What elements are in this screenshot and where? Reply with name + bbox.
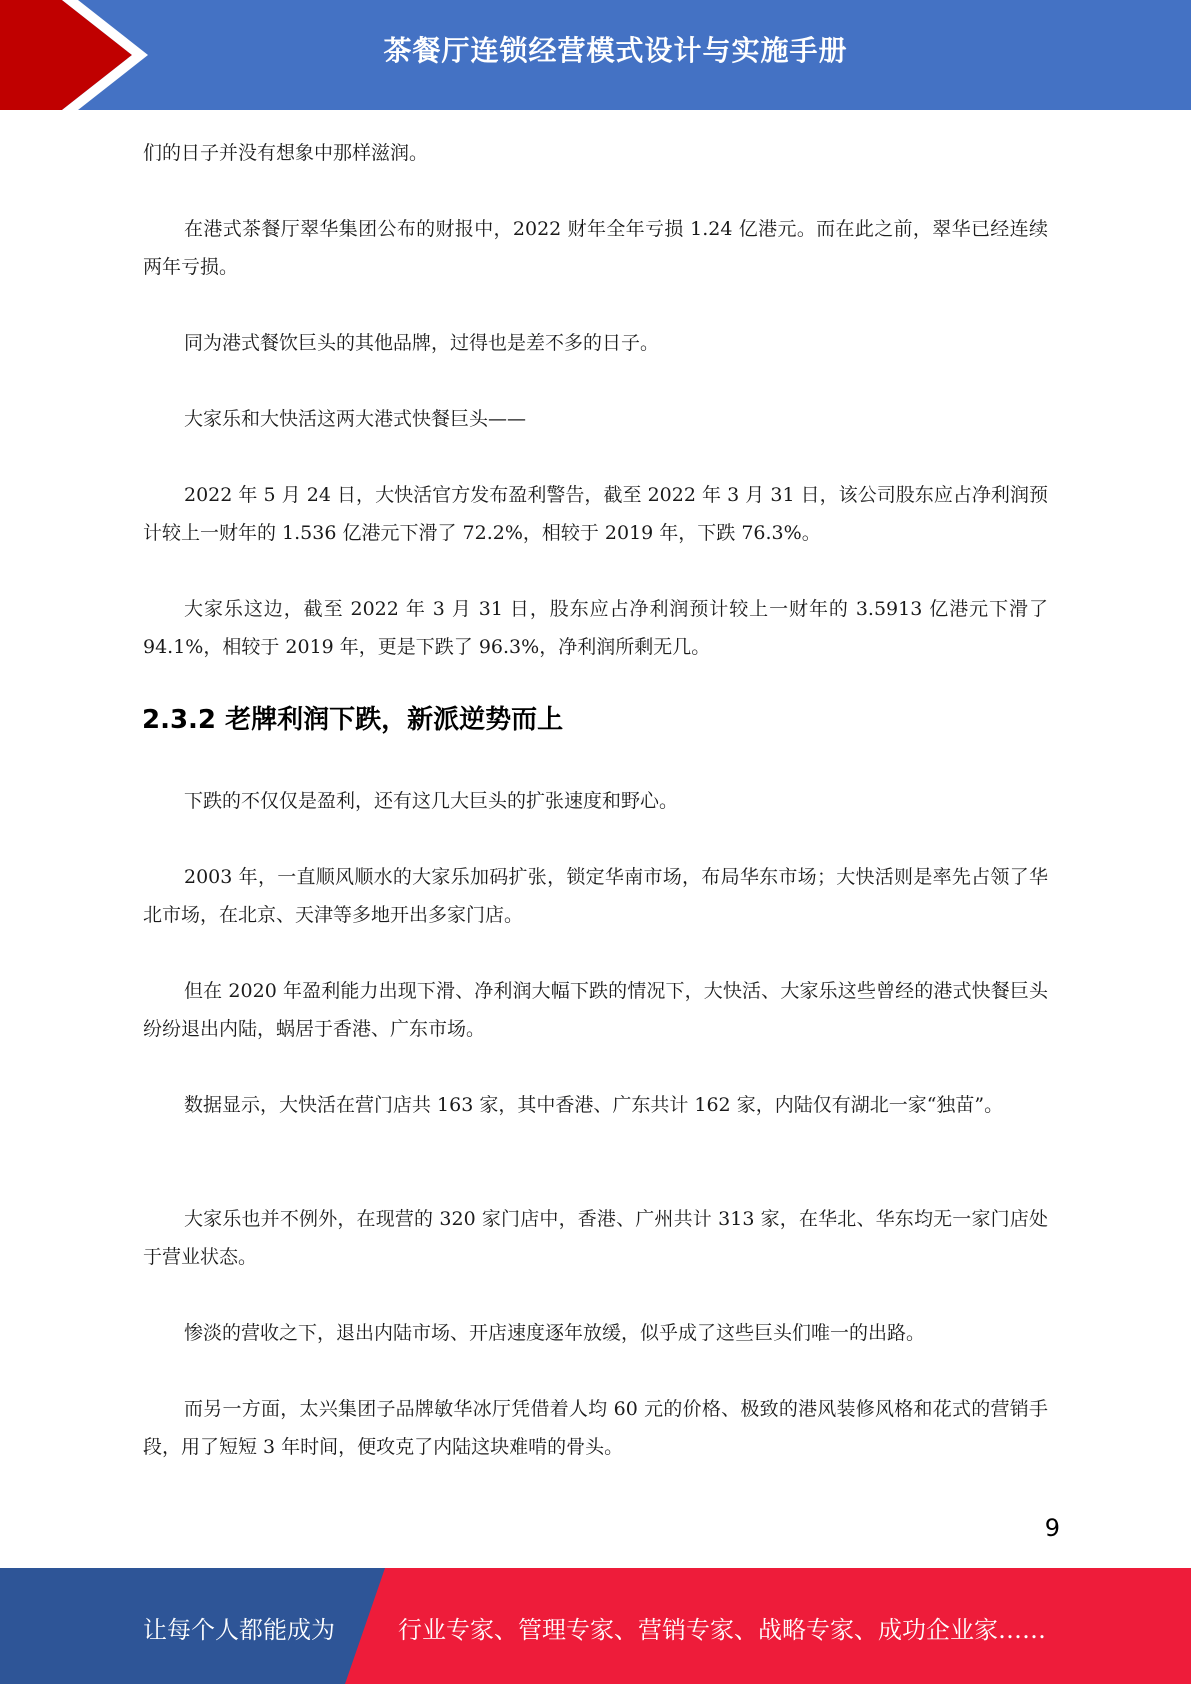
footer-slogan-right: 行业专家、管理专家、营销专家、战略专家、成功企业家……	[398, 1616, 1046, 1644]
page-header	[0, 0, 1191, 110]
footer-slogan-left: 让每个人都能成为	[143, 1616, 335, 1644]
paragraph: 大家乐这边，截至 2022 年 3 月 31 日，股东应占净利润预计较上一财年的 3.5913 亿港元下滑了 94.1%，相较于 2019 年，更是下跌了 96.3%，净利润所剩无几。	[143, 598, 1048, 658]
paragraph: 大家乐也并不例外，在现营的 320 家门店中，香港、广州共计 313 家，在华北、华东均无一家门店处于营业状态。	[143, 1208, 1048, 1268]
paragraph: 大家乐和大快活这两大港式快餐巨头——	[184, 408, 527, 430]
paragraph: 但在 2020 年盈利能力出现下滑、净利润大幅下跌的情况下，大快活、大家乐这些曾经的港式快餐巨头纷纷退出内陆，蜗居于香港、广东市场。	[143, 980, 1048, 1040]
paragraph: 们的日子并没有想象中那样滋润。	[143, 142, 429, 164]
paragraph: 在港式茶餐厅翠华集团公布的财报中，2022 财年全年亏损 1.24 亿港元。而在此之前，翠华已经连续两年亏损。	[143, 218, 1048, 278]
paragraph: 而另一方面，太兴集团子品牌敏华冰厅凭借着人均 60 元的价格、极致的港风装修风格和花式的营销手段，用了短短 3 年时间，便攻克了内陆这块难啃的骨头。	[143, 1398, 1048, 1458]
paragraph: 2003 年，一直顺风顺水的大家乐加码扩张，锁定华南市场，布局华东市场；大快活则是率先占领了华北市场，在北京、天津等多地开出多家门店。	[143, 866, 1048, 926]
paragraph: 数据显示，大快活在营门店共 163 家，其中香港、广东共计 162 家，内陆仅有湖北一家“独苗”。	[184, 1094, 1004, 1116]
page-number: 9	[1044, 1514, 1060, 1542]
paragraph: 同为港式餐饮巨头的其他品牌，过得也是差不多的日子。	[184, 332, 660, 354]
section-heading: 2.3.2 老牌利润下跌，新派逆势而上	[142, 705, 564, 735]
document-title: 茶餐厅连锁经营模式设计与实施手册	[383, 34, 848, 67]
paragraph: 惨淡的营收之下，退出内陆市场、开店速度逐年放缓，似乎成了这些巨头们唯一的出路。	[184, 1322, 926, 1344]
paragraph: 下跌的不仅仅是盈利，还有这几大巨头的扩张速度和野心。	[184, 790, 679, 812]
paragraph: 2022 年 5 月 24 日，大快活官方发布盈利警告，截至 2022 年 3 月 31 日，该公司股东应占净利润预计较上一财年的 1.536 亿港元下滑了 72.2%，相较于 2019 年，下跌 76.3%。	[143, 484, 1048, 544]
